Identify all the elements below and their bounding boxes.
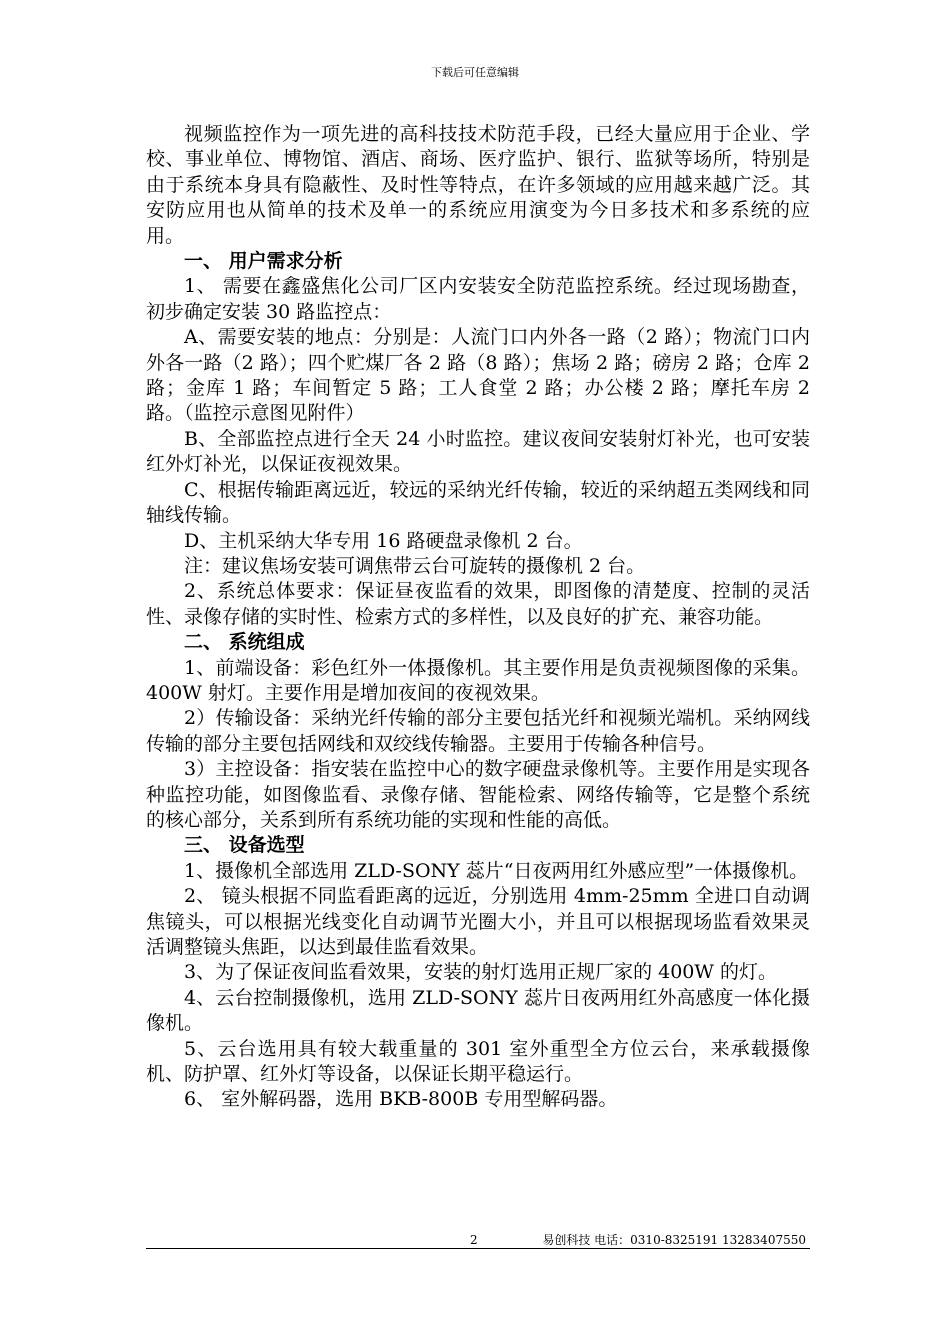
footer-company-contact: 易创科技 电话：0310-8325191 13283407550 bbox=[542, 1233, 806, 1247]
section-heading-equipment: 三、 设备选型 bbox=[184, 834, 305, 857]
paragraph: 6、 室外解码器，选用 BKB-800B 专用型解码器。 bbox=[184, 1088, 618, 1111]
page-header: 下载后可任意编辑 bbox=[431, 66, 519, 79]
intro-paragraph: 视频监控作为一项先进的高科技技术防范手段，已经大量应用于企业、学校、事业单位、博物馆、酒店、商场、医疗监护、银行、监狱等场所，特别是由于系统本身具有隐蔽性、及时性等特点，在许多领域的应用越来越广泛。其安防应用也从简单的技术及单一的系统应用演变为今日多技术和多系统的应用。 bbox=[146, 123, 810, 247]
paragraph: 2、系统总体要求：保证昼夜监看的效果，即图像的清楚度、控制的灵活性、录像存储的实时性、检索方式的多样性，以及良好的扩充、兼容功能。 bbox=[146, 580, 810, 628]
paragraph: 2、 镜头根据不同监看距离的远近，分别选用 4mm-25mm 全进口自动调焦镜头，可以根据光线变化自动调节光圈大小，并且可以根据现场监看效果灵活调整镜头焦距，以达到最佳监看效果。 bbox=[146, 885, 810, 958]
section-heading-composition: 二、 系统组成 bbox=[184, 631, 305, 654]
paragraph: B、全部监控点进行全天 24 小时监控。建议夜间安装射灯补光，也可安装红外灯补光，以保证夜视效果。 bbox=[146, 427, 810, 476]
paragraph: 2）传输设备：采纳光纤传输的部分主要包括光纤和视频光端机。采纳网线传输的部分主要包括网线和双绞线传输器。主要用于传输各种信号。 bbox=[146, 707, 810, 755]
paragraph: 5、云台选用具有较大载重量的 301 室外重型全方位云台，来承载摄像机、防护罩、红外灯等设备，以保证长期平稳运行。 bbox=[146, 1037, 810, 1086]
paragraph: 1、摄像机全部选用 ZLD-SONY 蕊片“日夜两用红外感应型”一体摄像机。 bbox=[184, 859, 809, 882]
paragraph: A、需要安装的地点：分别是：人流门口内外各一路（2 路）；物流门口内外各一路（2 路）；四个贮煤厂各 2 路（8 路）；焦场 2 路；磅房 2 路；仓库 2 路；金库 1 路；车间暂定 5 路；工人食堂 2 路；办公楼 2 路；摩托车房 2 路。（监控示意图见附件） bbox=[146, 326, 810, 425]
paragraph: 3）主控设备：指安装在监控中心的数字硬盘录像机等。主要作用是实现各种监控功能，如图像监看、录像存储、智能检索、网络传输等，它是整个系统的核心部分，关系到所有系统功能的实现和性能的高低。 bbox=[146, 758, 810, 831]
page-footer bbox=[146, 1230, 810, 1248]
paragraph: C、根据传输距离远近，较远的采纳光纤传输，较近的采纳超五类网线和同轴线传输。 bbox=[146, 478, 810, 527]
page-number: 2 bbox=[470, 1233, 478, 1247]
footer-divider bbox=[146, 1248, 810, 1249]
paragraph: 1、 需要在鑫盛焦化公司厂区内安装安全防范监控系统。经过现场勘查，初步确定安装 30 路监控点： bbox=[146, 275, 810, 323]
paragraph: 3、为了保证夜间监看效果，安装的射灯选用正规厂家的 400W 的灯。 bbox=[184, 961, 777, 984]
document-body bbox=[146, 122, 810, 1113]
paragraph: 4、云台控制摄像机，选用 ZLD-SONY 蕊片日夜两用红外高感度一体化摄像机。 bbox=[146, 986, 810, 1035]
paragraph: 1、前端设备：彩色红外一体摄像机。其主要作用是负责视频图像的采集。400W 射灯。主要作用是增加夜间的夜视效果。 bbox=[146, 656, 810, 704]
note-paragraph: 注：建议焦场安装可调焦带云台可旋转的摄像机 2 台。 bbox=[184, 554, 646, 577]
paragraph: D、主机采纳大华专用 16 路硬盘录像机 2 台。 bbox=[184, 529, 583, 552]
section-heading-requirements: 一、 用户需求分析 bbox=[184, 250, 343, 273]
